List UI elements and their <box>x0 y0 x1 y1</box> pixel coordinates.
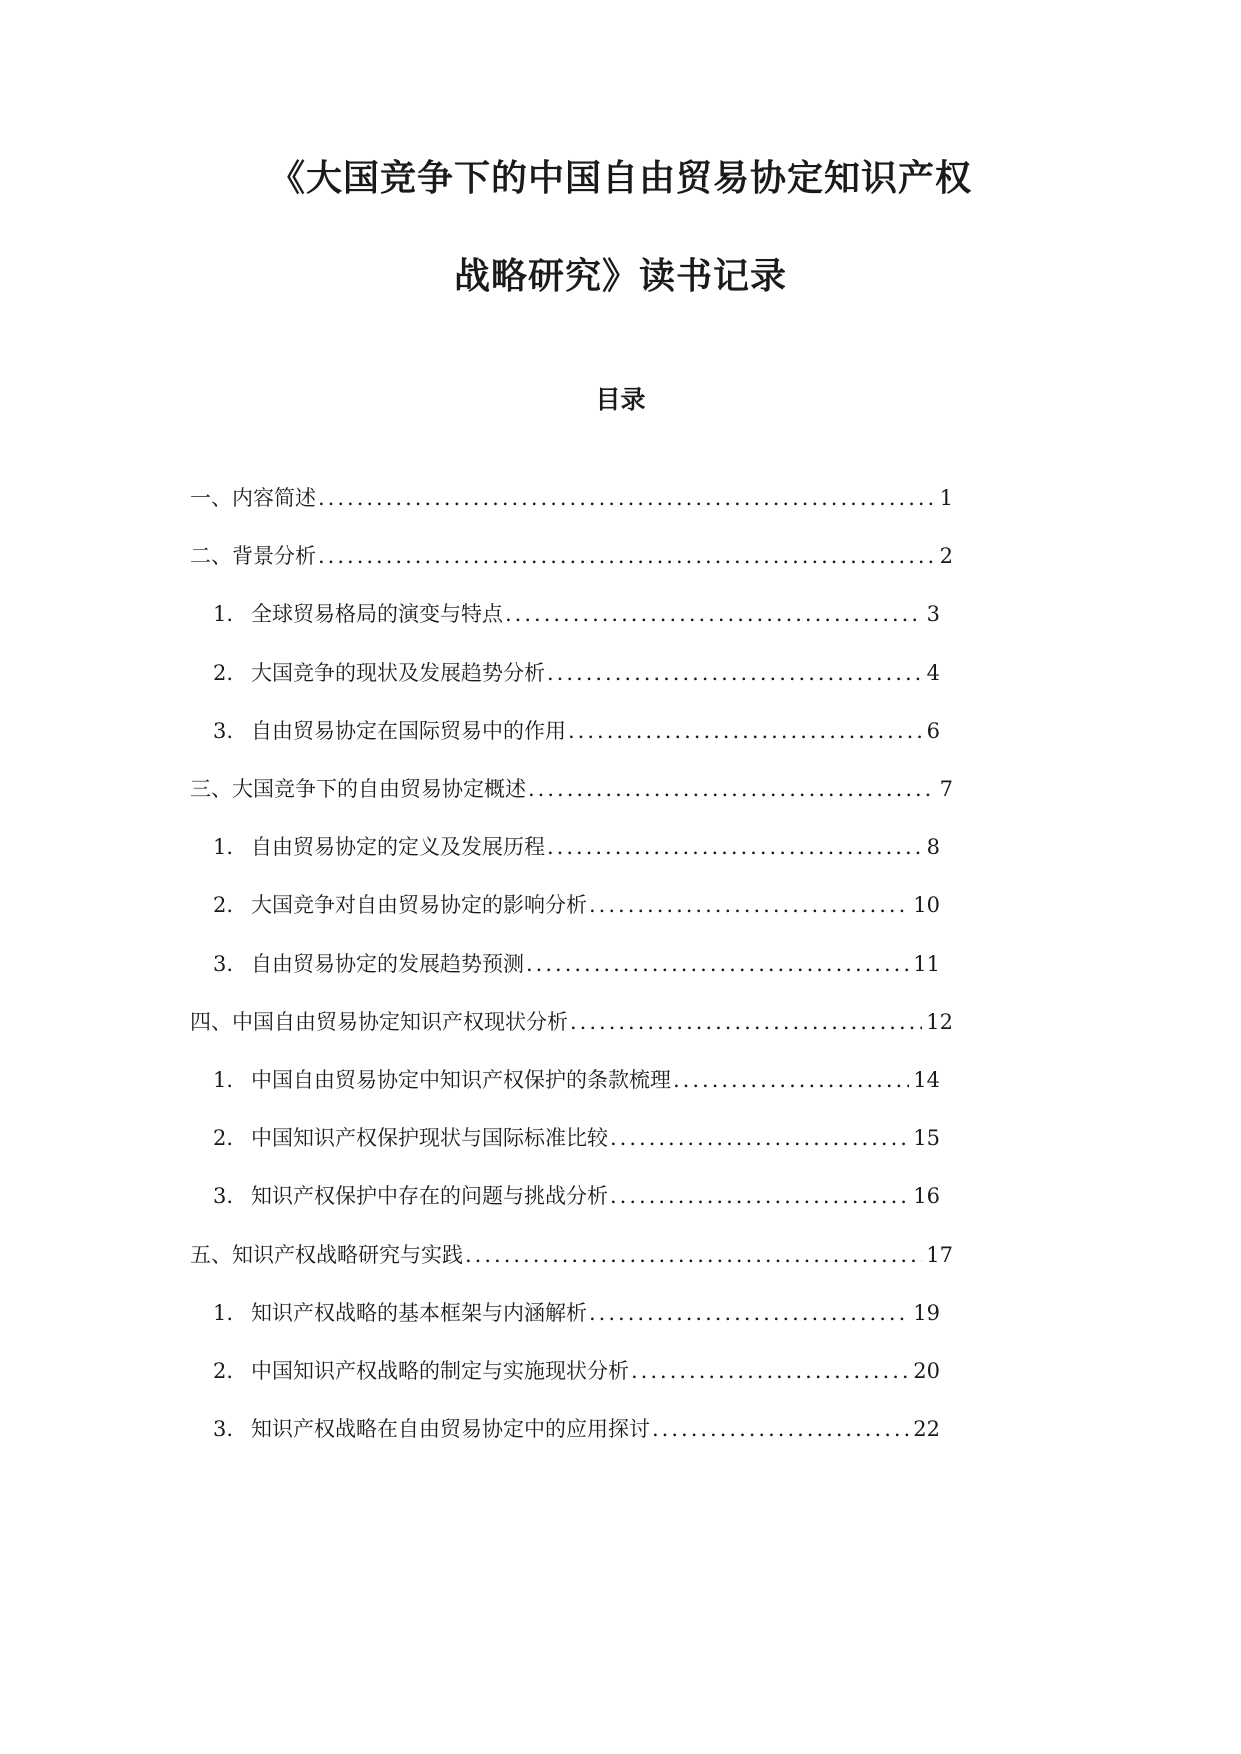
toc-entry-label: 自由贸易协定的发展趋势预测 <box>251 952 524 976</box>
toc-dot-leader <box>610 1120 909 1156</box>
toc-dot-leader <box>528 771 936 807</box>
toc-entry-page-number: 15 <box>913 1126 940 1150</box>
toc-entry-page-number: 7 <box>939 777 953 801</box>
toc-dot-leader <box>610 1178 909 1214</box>
toc-entry[interactable] <box>213 713 940 749</box>
toc-entry[interactable] <box>213 887 940 923</box>
toc-entry[interactable] <box>213 1120 940 1156</box>
toc-entry-number: 1. <box>213 602 234 626</box>
toc-entry-number: 2. <box>213 1359 234 1383</box>
toc-dot-leader <box>526 946 909 982</box>
toc-entry[interactable] <box>213 1178 940 1214</box>
toc-entry-page-number: 12 <box>926 1010 953 1034</box>
toc-entry[interactable] <box>213 1411 940 1447</box>
toc-entry-page-number: 20 <box>913 1359 940 1383</box>
toc-entry[interactable] <box>190 771 953 807</box>
toc-entry-number: 1. <box>213 1301 234 1325</box>
toc-dot-leader <box>547 829 923 865</box>
toc-entry-page-number: 4 <box>926 661 940 685</box>
toc-entry-label: 知识产权战略在自由贸易协定中的应用探讨 <box>251 1417 650 1441</box>
toc-dot-leader <box>318 538 936 574</box>
toc-entry-label: 五、知识产权战略研究与实践 <box>190 1243 463 1267</box>
toc-entry[interactable] <box>213 1295 940 1331</box>
toc-dot-leader <box>673 1062 909 1098</box>
toc-entry-label: 中国知识产权保护现状与国际标准比较 <box>251 1126 608 1150</box>
toc-entry[interactable] <box>190 480 953 516</box>
toc-heading: 目录 <box>595 385 646 414</box>
toc-dot-leader <box>505 596 923 632</box>
document-title-line-1: 《大国竞争下的中国自由贸易协定知识产权 <box>268 158 972 199</box>
toc-entry-label: 全球贸易格局的演变与特点 <box>251 602 503 626</box>
toc-entry-page-number: 14 <box>913 1068 940 1092</box>
toc-entry-page-number: 11 <box>913 952 940 976</box>
toc-entry-page-number: 10 <box>913 893 940 917</box>
toc-entry-label: 一、内容简述 <box>190 486 316 510</box>
toc-dot-leader <box>568 713 923 749</box>
toc-entry[interactable] <box>213 946 940 982</box>
toc-entry-number: 2. <box>213 661 234 685</box>
toc-entry-page-number: 2 <box>939 544 953 568</box>
toc-entry-label: 中国知识产权战略的制定与实施现状分析 <box>251 1359 629 1383</box>
toc-entry-number: 2. <box>213 1126 234 1150</box>
toc-entry[interactable] <box>213 1062 940 1098</box>
toc-entry-page-number: 8 <box>926 835 940 859</box>
toc-entry-number: 3. <box>213 952 234 976</box>
toc-dot-leader <box>570 1004 922 1040</box>
toc-dot-leader <box>465 1237 922 1273</box>
document-title-line-2: 战略研究》读书记录 <box>453 256 787 297</box>
toc-entry-page-number: 19 <box>913 1301 940 1325</box>
toc-entry-page-number: 6 <box>926 719 940 743</box>
toc-entry-label: 二、背景分析 <box>190 544 316 568</box>
toc-dot-leader <box>318 480 936 516</box>
toc-dot-leader <box>652 1411 909 1447</box>
toc-entry-number: 3. <box>213 1417 234 1441</box>
toc-entry-label: 三、大国竞争下的自由贸易协定概述 <box>190 777 526 801</box>
toc-dot-leader <box>589 887 909 923</box>
toc-entry[interactable] <box>190 1004 953 1040</box>
toc-entry-number: 1. <box>213 1068 234 1092</box>
toc-entry-label: 四、中国自由贸易协定知识产权现状分析 <box>190 1010 568 1034</box>
toc-entry[interactable] <box>190 1237 953 1273</box>
toc-entry-number: 1. <box>213 835 234 859</box>
toc-entry-number: 3. <box>213 719 234 743</box>
toc-entry[interactable] <box>190 538 953 574</box>
toc-entry-page-number: 16 <box>913 1184 940 1208</box>
toc-dot-leader <box>631 1353 909 1389</box>
toc-entry-label: 知识产权保护中存在的问题与挑战分析 <box>251 1184 608 1208</box>
toc-entry-page-number: 3 <box>926 602 940 626</box>
toc-entry-label: 中国自由贸易协定中知识产权保护的条款梳理 <box>251 1068 671 1092</box>
toc-entry-number: 3. <box>213 1184 234 1208</box>
toc-entry-label: 知识产权战略的基本框架与内涵解析 <box>251 1301 587 1325</box>
toc-entry-label: 自由贸易协定的定义及发展历程 <box>251 835 545 859</box>
toc-dot-leader <box>589 1295 909 1331</box>
toc-entry-label: 自由贸易协定在国际贸易中的作用 <box>251 719 566 743</box>
toc-entry-label: 大国竞争对自由贸易协定的影响分析 <box>251 893 587 917</box>
toc-entry-label: 大国竞争的现状及发展趋势分析 <box>251 661 545 685</box>
toc-entry[interactable] <box>213 655 940 691</box>
toc-entry-page-number: 1 <box>939 486 953 510</box>
toc-entry-page-number: 17 <box>926 1243 953 1267</box>
toc-entry[interactable] <box>213 596 940 632</box>
toc-entry[interactable] <box>213 1353 940 1389</box>
toc-entry[interactable] <box>213 829 940 865</box>
toc-dot-leader <box>547 655 923 691</box>
toc-entry-page-number: 22 <box>913 1417 940 1441</box>
toc-entry-number: 2. <box>213 893 234 917</box>
